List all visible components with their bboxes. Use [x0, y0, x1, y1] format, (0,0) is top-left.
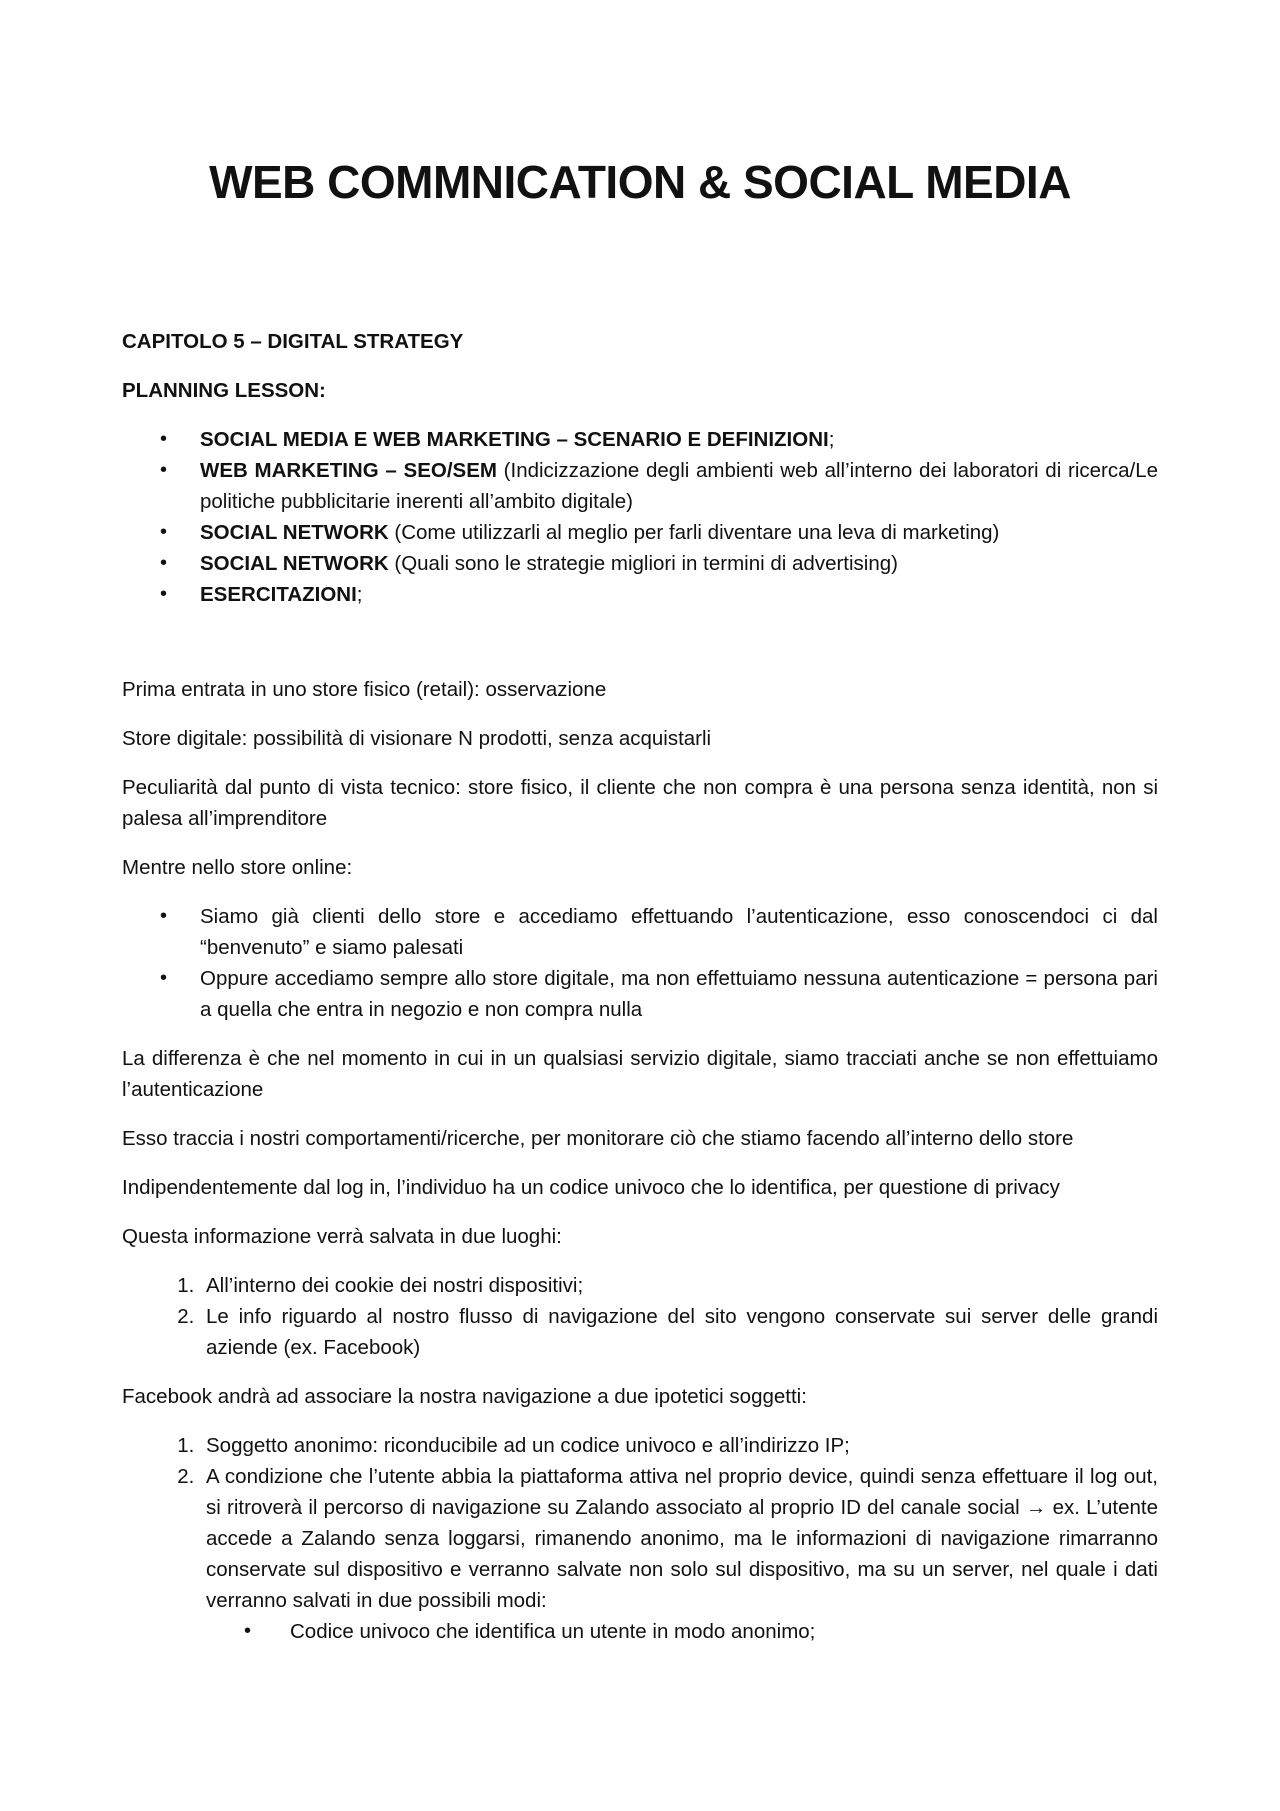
list-item: • SOCIAL NETWORK (Come utilizzarli al meglio per farli diventare una leva di marketing)	[200, 517, 1158, 548]
paragraph: Mentre nello store online:	[122, 856, 353, 879]
list-item: 2. A condizione che l’utente abbia la piattaforma attiva nel proprio device, quindi senza effettuare il log out, si ritroverà il percorso di navigazione su Zalando associato al proprio ID del canale social → ex. L’utente accede a Zalando senza loggarsi, rimanendo anonimo, ma le informazioni di navigazione rimarranno conservate sul dispositivo e verranno salvate non solo sul dispositivo, ma su un server, nel quale i dati verranno salvati in due possibili modi: • Codice univoco che identifica un utente in modo anonimo;	[200, 1461, 1158, 1647]
list-item: • ESERCITAZIONI;	[200, 579, 1158, 610]
subject-list	[122, 1430, 1158, 1647]
list-item: 2. Le info riguardo al nostro flusso di navigazione del sito vengono conservate sui server delle grandi aziende (ex. Facebook)	[200, 1301, 1158, 1363]
bullet-icon: •	[160, 967, 168, 989]
list-item: • SOCIAL NETWORK (Quali sono le strategie migliori in termini di advertising)	[200, 548, 1158, 579]
bullet-icon: •	[160, 459, 168, 481]
document-title: WEB COMMNICATION & SOCIAL MEDIA	[209, 156, 1071, 208]
bullet-icon: •	[244, 1620, 252, 1642]
list-item: 1. All’interno dei cookie dei nostri dispositivi;	[200, 1270, 1158, 1301]
bullet-icon: •	[160, 905, 168, 927]
bullet-icon: •	[160, 521, 168, 543]
list-item: • Codice univoco che identifica un utente in modo anonimo;	[284, 1616, 1158, 1647]
bullet-icon: •	[160, 583, 168, 605]
paragraph: Prima entrata in uno store fisico (retail): osservazione	[122, 678, 607, 701]
document-body	[122, 326, 1158, 1647]
bullet-icon: •	[160, 428, 168, 450]
online-store-list	[122, 901, 1158, 1025]
paragraph: Esso traccia i nostri comportamenti/ricerche, per monitorare ciò che stiamo facendo all’interno dello store	[122, 1127, 1074, 1150]
paragraph: Facebook andrà ad associare la nostra navigazione a due ipotetici soggetti:	[122, 1385, 807, 1408]
paragraph: Peculiarità dal punto di vista tecnico: store fisico, il cliente che non compra è una persona senza identità, non si palesa all’imprenditore	[122, 776, 1158, 830]
paragraph: Questa informazione verrà salvata in due luoghi:	[122, 1225, 562, 1248]
spacer	[122, 628, 1158, 674]
planning-list	[122, 424, 1158, 610]
list-item: 1. Soggetto anonimo: riconducibile ad un codice univoco e all’indirizzo IP;	[200, 1430, 1158, 1461]
paragraph: Indipendentemente dal log in, l’individuo ha un codice univoco che lo identifica, per questione di privacy	[122, 1176, 1060, 1199]
chapter-heading: CAPITOLO 5 – DIGITAL STRATEGY	[122, 330, 464, 353]
paragraph: La differenza è che nel momento in cui in un qualsiasi servizio digitale, siamo tracciati anche se non effettuiamo l’autenticazione	[122, 1047, 1158, 1101]
bullet-icon: •	[160, 552, 168, 574]
sub-list	[206, 1616, 1158, 1647]
list-item: • SOCIAL MEDIA E WEB MARKETING – SCENARIO E DEFINIZIONI;	[200, 424, 1158, 455]
list-item: • Oppure accediamo sempre allo store digitale, ma non effettuiamo nessuna autenticazione = persona pari a quella che entra in negozio e non compra nulla	[200, 963, 1158, 1025]
list-item: • Siamo già clienti dello store e accediamo effettuando l’autenticazione, esso conoscendoci ci dal “benvenuto” e siamo palesati	[200, 901, 1158, 963]
list-item: • WEB MARKETING – SEO/SEM (Indicizzazione degli ambienti web all’interno dei laboratori di ricerca/Le politiche pubblicitarie inerenti all’ambito digitale)	[200, 455, 1158, 517]
paragraph: Store digitale: possibilità di visionare N prodotti, senza acquistarli	[122, 727, 712, 750]
storage-list	[122, 1270, 1158, 1363]
planning-heading: PLANNING LESSON:	[122, 379, 326, 402]
